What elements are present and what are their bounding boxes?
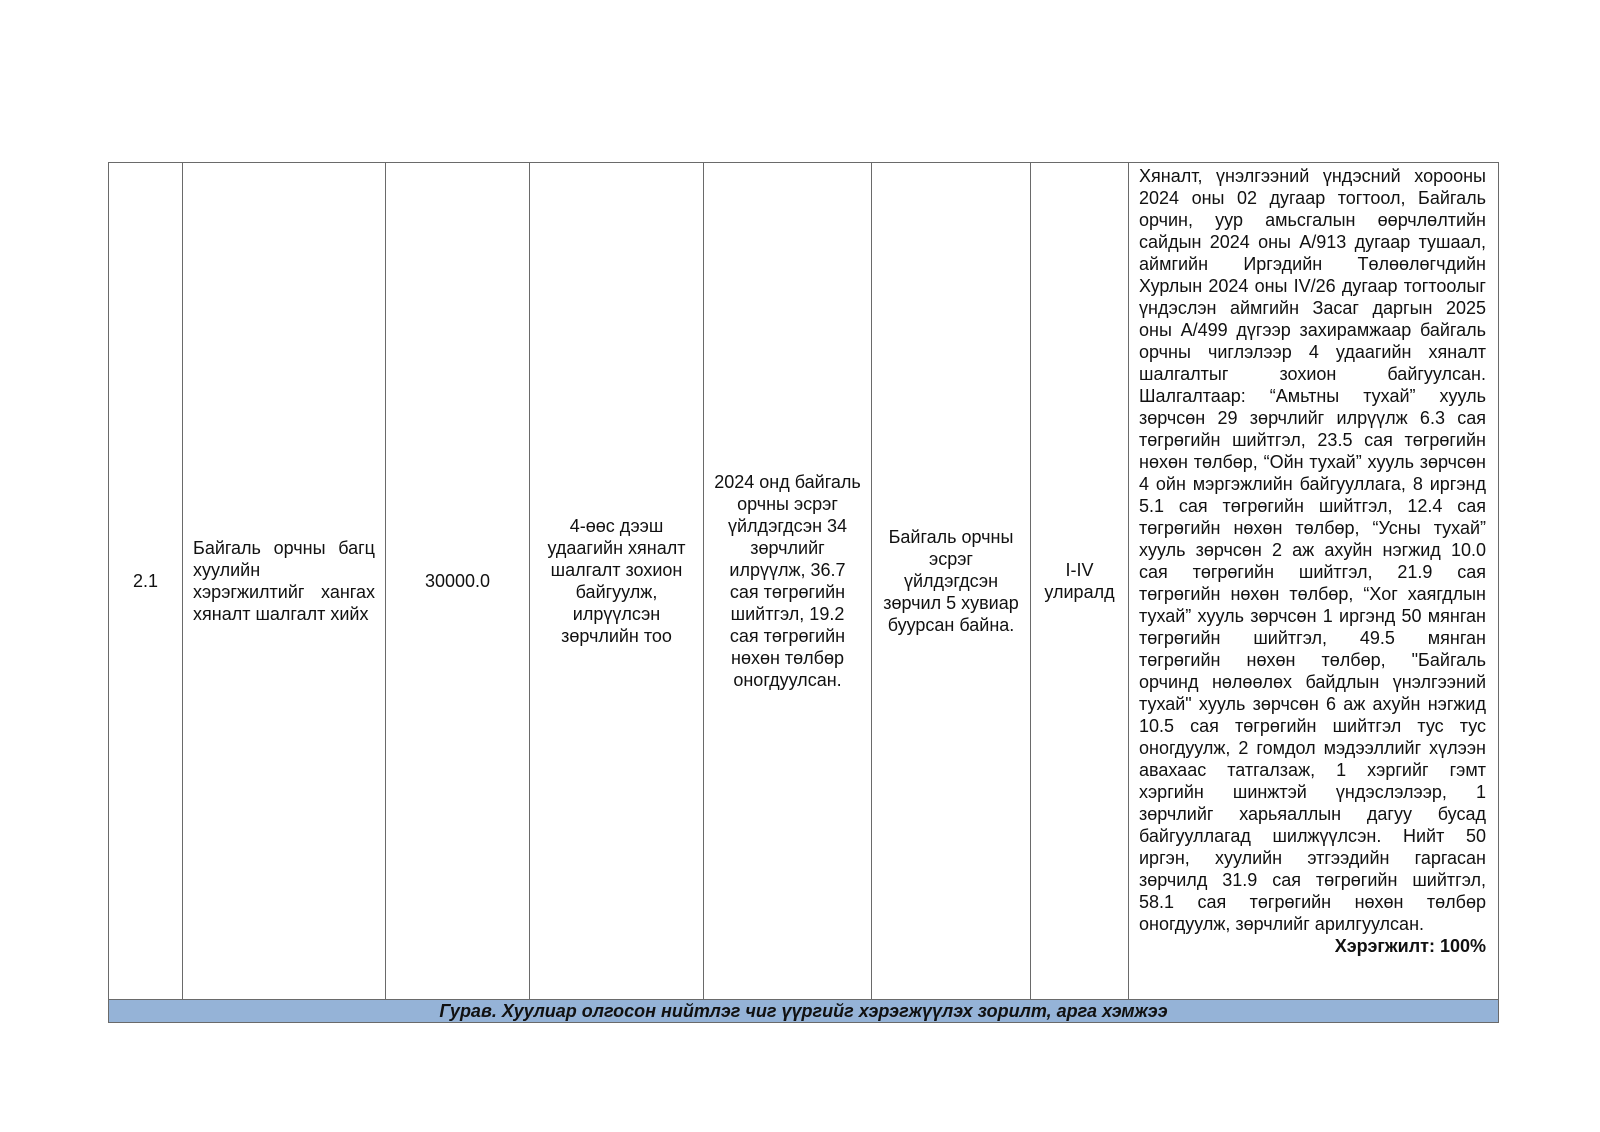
- table-row: [109, 163, 1499, 1000]
- section-heading: Гурав. Хуулиар олгосон нийтлэг чиг үүргийг хэрэгжүүлэх зорилт, арга хэмжээ: [109, 1000, 1499, 1023]
- result-label: Хэрэгжилт: 100%: [1334, 936, 1486, 956]
- target-cell: Байгаль орчны эсрэг үйлдэгдсэн зөрчил 5 хувиар буурсан байна.: [872, 163, 1031, 1000]
- row-number: 2.1: [109, 163, 183, 1000]
- report-text: Хяналт, үнэлгээний үндэсний хорооны 2024 оны 02 дугаар тогтоол, Байгаль орчин, уур амьсгалын өөрчлөлтийн сайдын 2024 оны А/913 дугаар тушаал, аймгийн Иргэдийн Төлөөлөгчдийн Хурлын 2024 оны IV/26 дугаар тогтоолыг үндэслэн аймгийн Засаг даргын 2025 оны А/499 дүгээр захирамжаар байгаль орчны чиглэлээр 4 удаагийн хяналт шалгалтыг зохион байгуулсан. Шалгалтаар: “Амьтны тухай” хууль зөрчсөн 29 зөрчлийг илрүүлж 6.3 сая төгрөгийн шийтгэл, 23.5 сая төгрөгийн нөхөн төлбөр, “Ойн тухай” хууль зөрчсөн 4 ойн мэргэжлийн байгууллага, 8 иргэнд 5.1 сая төгрөгийн шийтгэл, 12.4 сая төгрөгийн нөхөн төлбөр, “Усны тухай” хууль зөрчсөн 2 аж ахуйн нэгжид 10.0 сая төгрөгийн шийтгэл, 21.9 сая төгрөгийн нөхөн төлбөр, “Хог хаягдлын тухай” хууль зөрчсөн 1 иргэнд 50 мянган төгрөгийн шийтгэл, 49.5 мянган төгрөгийн нөхөн төлбөр, "Байгаль орчинд нөлөөлөх байдлын үнэлгээний тухай" хууль зөрчсөн 6 аж ахуйн нэгжид 10.5 сая төгрөгийн шийтгэл тус тус оногдуулж, 2 гомдол мэдээллийг хүлээн авахаас татгалзаж, 1 хэргийг гэмт хэргийн шинжтэй үндэслэлээр, 1 зөрчлийг харьяаллын дагуу бусад байгууллагад шилжүүлсэн. Нийт 50 иргэн, хуулийн этгээдийн гаргасан зөрчилд 31.9 сая төгрөгийн шийтгэл, 58.1 сая төгрөгийн нөхөн төлбөр оногдуулж, зөрчлийг арилгуулсан.: [1139, 166, 1486, 934]
- section-row: [109, 1000, 1499, 1023]
- implementation-table: [108, 162, 1499, 1023]
- period-cell: I-IV улиралд: [1031, 163, 1129, 1000]
- activity-cell: Байгаль орчны багц хуулийн хэрэгжилтийг хангах хяналт шалгалт хийх: [183, 163, 386, 1000]
- budget-cell: 30000.0: [386, 163, 530, 1000]
- report-cell: [1129, 163, 1499, 1000]
- baseline-cell: 2024 онд байгаль орчны эсрэг үйлдэгдсэн 34 зөрчлийг илрүүлж, 36.7 сая төгрөгийн шийтгэл, 19.2 сая төгрөгийн нөхөн төлбөр оногдуулсан.: [704, 163, 872, 1000]
- indicator-cell: 4-өөс дээш удаагийн хяналт шалгалт зохион байгуулж, илрүүлсэн зөрчлийн тоо: [530, 163, 704, 1000]
